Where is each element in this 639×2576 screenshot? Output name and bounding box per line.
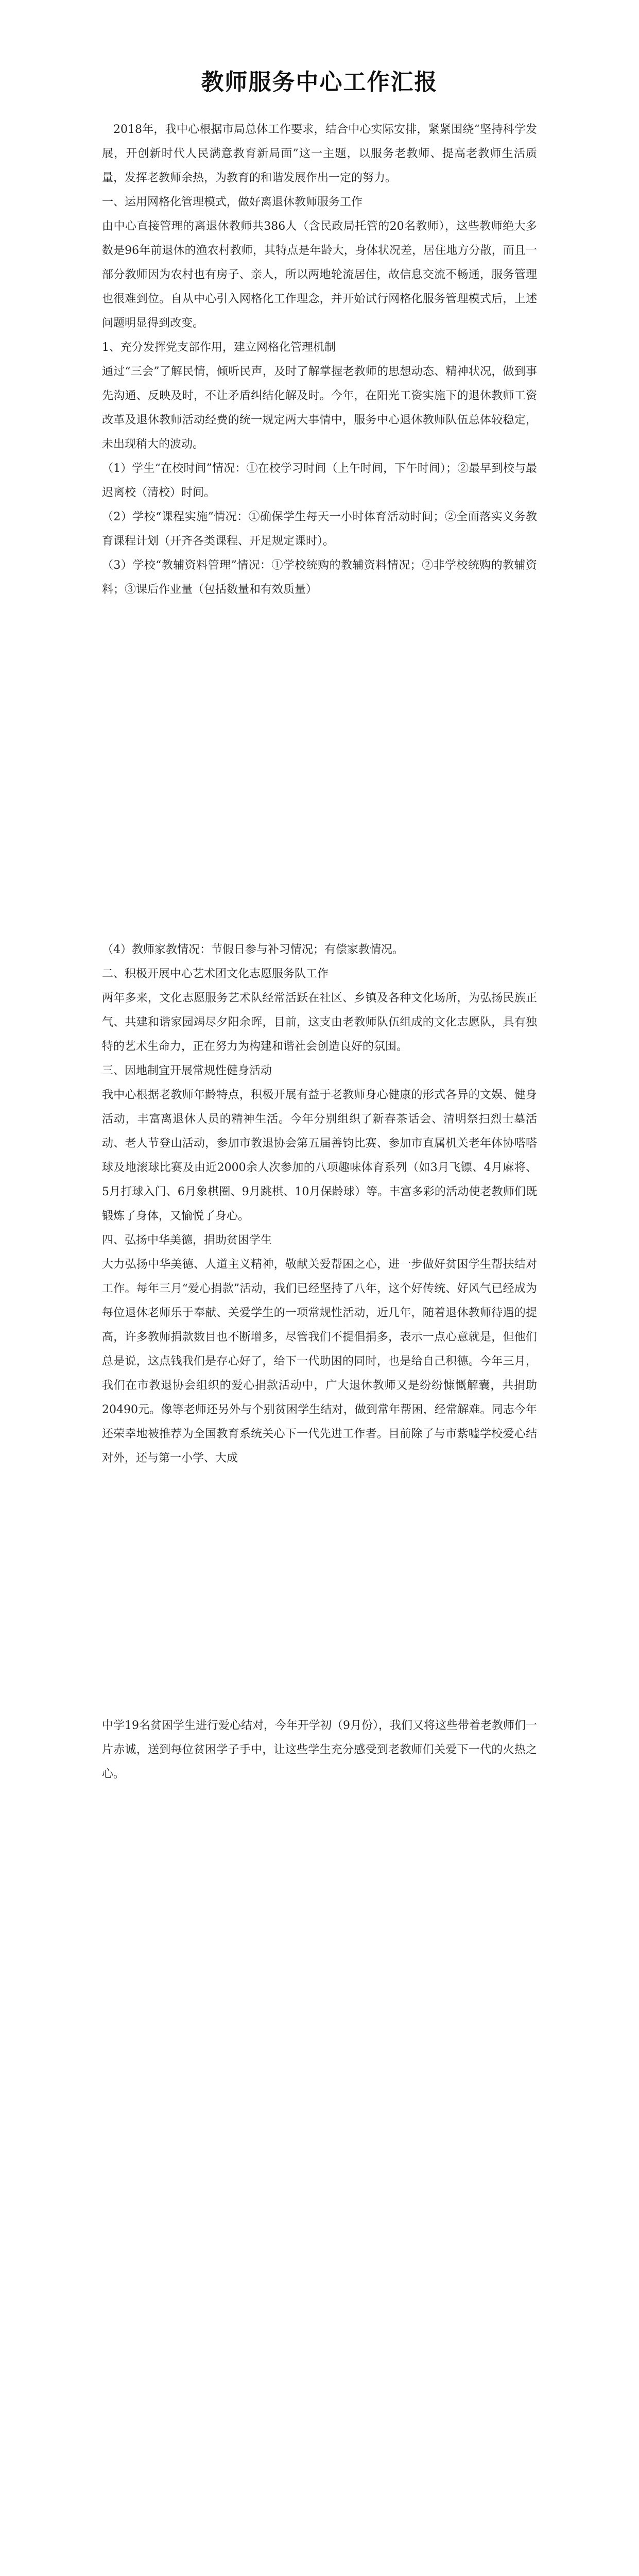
body-section-3 (102, 1714, 537, 1786)
subheading-1: 1、充分发挥党支部作用，建立网格化管理机制 (102, 341, 336, 354)
intro-paragraph: 2018年，我中心根据市局总体工作要求，结合中心实际安排，紧紧围绕“坚持科学发展，开创新时代人民满意教育新局面”这一主题，以服务老教师、提高老教师生活质量，发挥老教师余热，为教育的和谐发展作出一定的努力。 (102, 123, 537, 184)
list-item-2: （2）学校“课程实施”情况：①确保学生每天一小时体育活动时间；②全面落实义务教育课程计划（开齐各类课程、开足规定课时）。 (102, 511, 537, 548)
document-title: 教师服务中心工作汇报 (201, 69, 438, 95)
paragraph-retiree-overview: 由中心直接管理的离退休教师共386人（含民政局托管的20名教师），这些教师绝大多数是96年前退休的渔农村教师，其特点是年龄大，身体状况差，居住地方分散，而且一部分教师因为农村也有房子、亲人，所以两地轮流居住，故信息交流不畅通，服务管理也很难到位。自从中心引入网格化工作理念，并开始试行网格化服务管理模式后，上述问题明显得到改变。 (102, 220, 537, 330)
paragraph-donation: 大力弘扬中华美德、人道主义精神，敬献关爱帮困之心，进一步做好贫困学生帮扶结对工作。每年三月“爱心捐款”活动，我们已经坚持了八年，这个好传统、好风气已经成为每位退休老师乐于奉献、关爱学生的一项常规性活动，近几年，随着退休教师待遇的提高，许多教师捐款数目也不断增多，尽管我们不提倡捐多，表示一点心意就是，但他们总是说，这点钱我们是存心好了，给下一代助困的同时，也是给自己积德。今年三月，我们在市教退协会组织的爱心捐款活动中，广大退休教师又是纷纷慷慨解囊，共捐助20490元。像等老师还另外与个别贫困学生结对，做到常年帮困，经常解难。同志今年还荣幸地被推荐为全国教育系统关心下一代先进工作者。目前除了与市紫嘘学校爱心结对外，还与第一小学、大成 (102, 1258, 537, 1465)
paragraph-fitness: 我中心根据老教师年龄特点，积极开展有益于老教师身心健康的形式各异的文娱、健身活动，丰富离退休人员的精神生活。今年分别组织了新春茶话会、清明祭扫烈士墓活动、老人节登山活动，参加市教退协会第五届善钧比赛、参加市直属机关老年体协嗒嗒球及地滚球比赛及由近2000余人次参加的八项趣味体育系列（如3月飞镖、4月麻将、5月打球入门、6月象棋圈、9月跳棋、10月保龄球）等。丰富多彩的活动使老教师们既锻炼了身体，又愉悦了身心。 (102, 1089, 537, 1223)
paragraph-donation-continued: 中学19名贫困学生进行爱心结对，今年开学初（9月份），我们又将这些带着老教师们一片赤诚，送到每位贫困学子手中，让这些学生充分感受到老教师们关爱下一代的火热之心。 (102, 1719, 537, 1781)
paragraph-art-troupe: 两年多来，文化志愿服务艺术队经常活跃在社区、乡镇及各种文化场所，为弘扬民族正气、共建和谐家园竭尽夕阳余晖，目前，这支由老教师队伍组成的文化志愿队，具有独特的艺术生命力，正在努力为构建和谐社会创造良好的氛围。 (102, 992, 537, 1053)
list-item-1: （1）学生“在校时间”情况：①在校学习时间（上午时间，下午时间）；②最早到校与最迟离校（清校）时间。 (102, 462, 537, 499)
body-section-2 (102, 938, 537, 1470)
list-item-4: （4）教师家教情况：节假日参与补习情况；有偿家教情况。 (102, 943, 404, 956)
section-heading-3: 三、因地制宜开展常规性健身活动 (102, 1064, 272, 1077)
section-heading-1: 一、运用网格化管理模式，做好离退休教师服务工作 (102, 196, 363, 209)
body-section-1 (102, 117, 537, 602)
section-heading-4: 四、弘扬中华美德，捐助贫困学生 (102, 1234, 272, 1247)
list-item-3: （3）学校“教辅资料管理”情况：①学校统购的教辅资料情况；②非学校统购的教辅资料；③课后作业量（包括数量和有效质量） (102, 559, 537, 596)
paragraph-three-meetings: 通过“三会”了解民情，倾听民声，及时了解掌握老教师的思想动态、精神状况，做到事先沟通、反映及时，不让矛盾纠结化解及时。今年，在阳光工资实施下的退休教师工资改革及退休教师活动经费的统一规定两大事情中，服务中心退休教师队伍总体较稳定，未出现稍大的波动。 (102, 365, 537, 451)
section-heading-2: 二、积极开展中心艺术团文化志愿服务队工作 (102, 968, 329, 980)
